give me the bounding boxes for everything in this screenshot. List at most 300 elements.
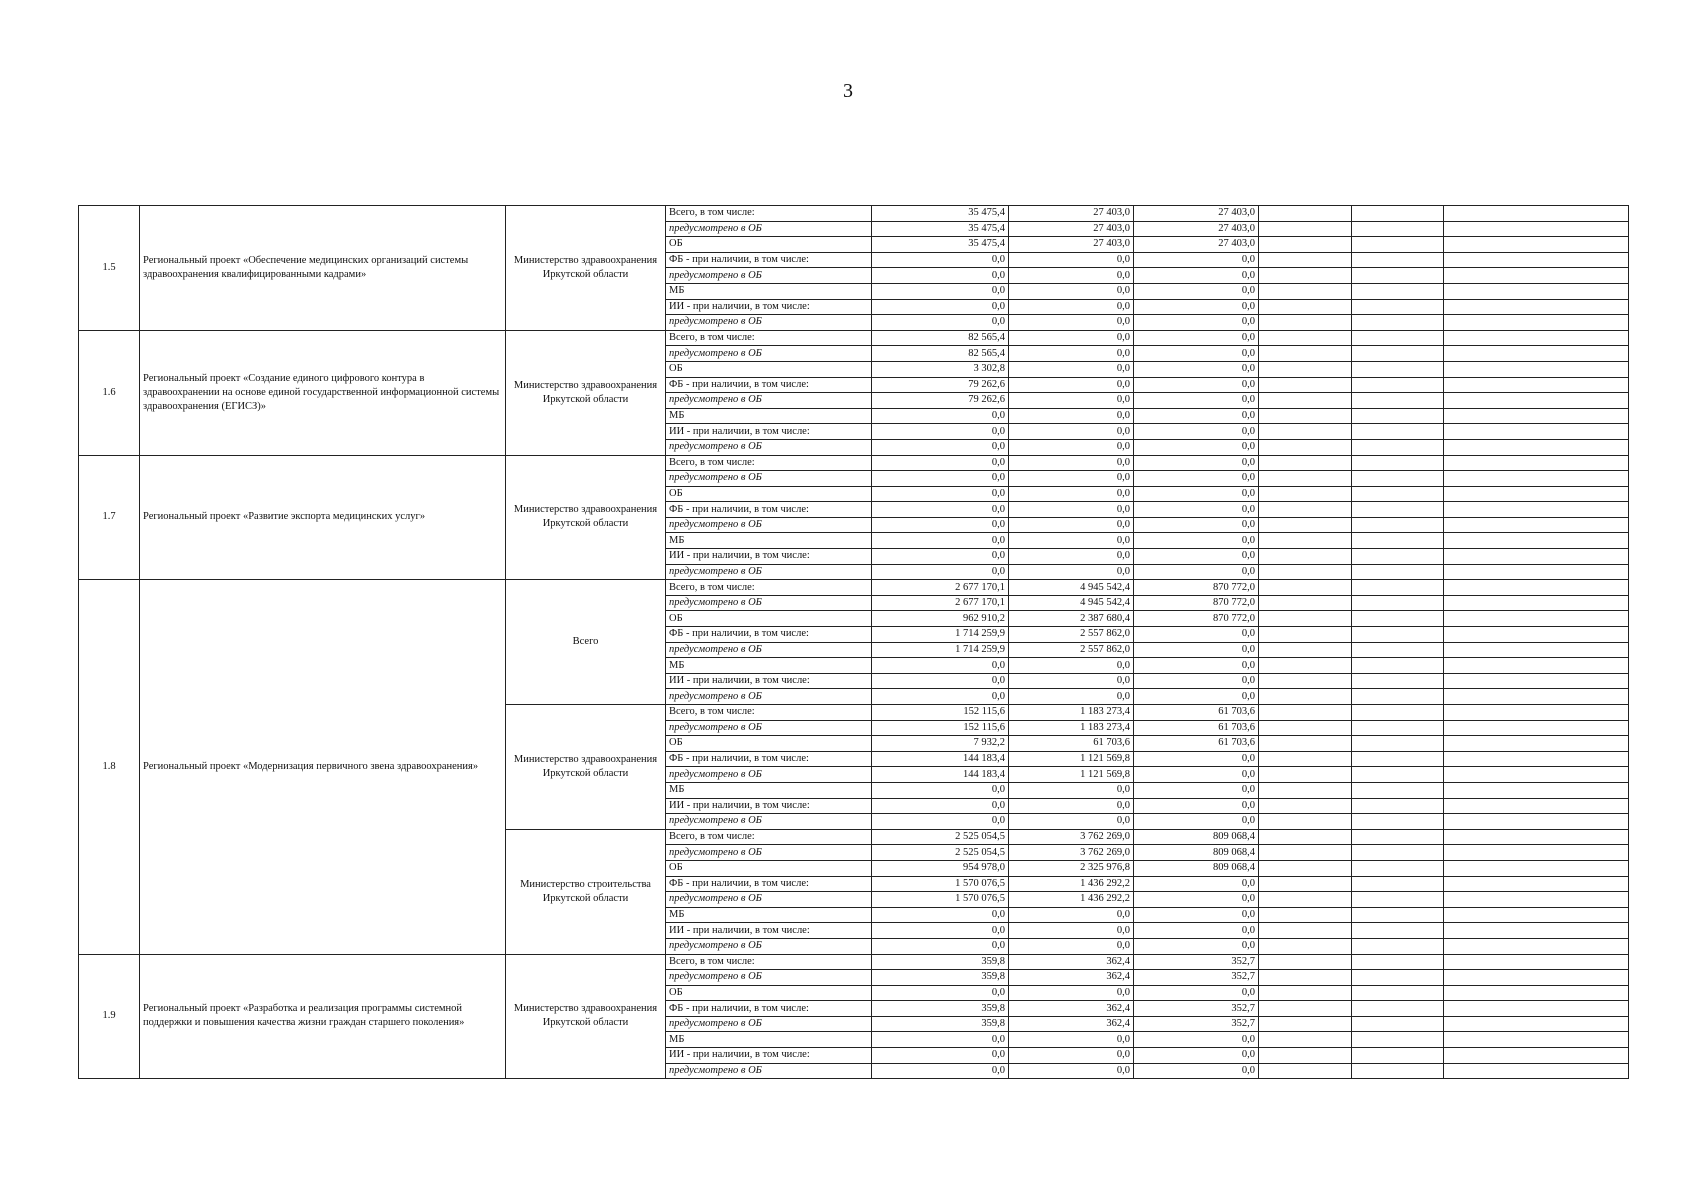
empty-cell [1259, 954, 1352, 970]
empty-cell [1444, 1001, 1629, 1017]
empty-cell [1259, 985, 1352, 1001]
funding-value-year-3: 0,0 [1134, 767, 1259, 783]
funding-value-year-3: 0,0 [1134, 923, 1259, 939]
empty-cell [1444, 361, 1629, 377]
empty-cell [1352, 767, 1444, 783]
table-row [79, 455, 1629, 471]
empty-cell [1444, 580, 1629, 596]
funding-value-year-1: 0,0 [872, 938, 1009, 954]
project-name: Региональный проект «Обеспечение медицинских организаций системы здравоохранения квалифицированными кадрами» [140, 206, 506, 331]
funding-value-year-2: 0,0 [1009, 798, 1134, 814]
funding-value-year-2: 4 945 542,4 [1009, 595, 1134, 611]
empty-cell [1444, 377, 1629, 393]
empty-cell [1259, 798, 1352, 814]
empty-cell [1352, 892, 1444, 908]
empty-cell [1259, 642, 1352, 658]
funding-value-year-1: 0,0 [872, 486, 1009, 502]
project-name: Региональный проект «Развитие экспорта медицинских услуг» [140, 455, 506, 580]
empty-cell [1259, 517, 1352, 533]
empty-cell [1352, 580, 1444, 596]
funding-value-year-3: 0,0 [1134, 408, 1259, 424]
funding-value-year-3: 0,0 [1134, 424, 1259, 440]
empty-cell [1352, 611, 1444, 627]
empty-cell [1259, 580, 1352, 596]
empty-cell [1259, 595, 1352, 611]
project-number: 1.6 [79, 330, 140, 455]
funding-value-year-2: 0,0 [1009, 346, 1134, 362]
empty-cell [1352, 424, 1444, 440]
funding-value-year-3: 0,0 [1134, 673, 1259, 689]
project-number: 1.8 [79, 580, 140, 954]
funding-value-year-3: 0,0 [1134, 471, 1259, 487]
funding-source-label: предусмотрено в ОБ [666, 1063, 872, 1079]
funding-value-year-1: 954 978,0 [872, 860, 1009, 876]
empty-cell [1444, 627, 1629, 643]
empty-cell [1259, 1001, 1352, 1017]
funding-value-year-1: 2 525 054,5 [872, 829, 1009, 845]
funding-source-label: ФБ - при наличии, в том числе: [666, 252, 872, 268]
funding-source-label: Всего, в том числе: [666, 330, 872, 346]
funding-source-label: предусмотрено в ОБ [666, 845, 872, 861]
funding-source-label: предусмотрено в ОБ [666, 393, 872, 409]
funding-source-label: предусмотрено в ОБ [666, 720, 872, 736]
funding-value-year-2: 0,0 [1009, 361, 1134, 377]
responsible-executor: Министерство здравоохранения Иркутской области [506, 330, 666, 455]
empty-cell [1444, 860, 1629, 876]
empty-cell [1259, 611, 1352, 627]
funding-value-year-2: 0,0 [1009, 471, 1134, 487]
empty-cell [1259, 1016, 1352, 1032]
funding-value-year-2: 0,0 [1009, 782, 1134, 798]
funding-source-label: предусмотрено в ОБ [666, 689, 872, 705]
empty-cell [1259, 533, 1352, 549]
funding-value-year-3: 61 703,6 [1134, 736, 1259, 752]
funding-source-label: Всего, в том числе: [666, 705, 872, 721]
empty-cell [1352, 283, 1444, 299]
empty-cell [1352, 736, 1444, 752]
empty-cell [1352, 860, 1444, 876]
empty-cell [1352, 408, 1444, 424]
funding-value-year-2: 0,0 [1009, 658, 1134, 674]
funding-source-label: предусмотрено в ОБ [666, 970, 872, 986]
empty-cell [1444, 720, 1629, 736]
project-name: Региональный проект «Создание единого цифрового контура в здравоохранении на основе единой государственной информационной системы здравоохранения (ЕГИСЗ)» [140, 330, 506, 455]
empty-cell [1352, 829, 1444, 845]
empty-cell [1444, 892, 1629, 908]
empty-cell [1444, 517, 1629, 533]
funding-value-year-3: 0,0 [1134, 985, 1259, 1001]
empty-cell [1444, 611, 1629, 627]
funding-value-year-1: 1 570 076,5 [872, 876, 1009, 892]
empty-cell [1352, 938, 1444, 954]
funding-value-year-2: 0,0 [1009, 502, 1134, 518]
funding-value-year-2: 0,0 [1009, 923, 1134, 939]
funding-source-label: Всего, в том числе: [666, 455, 872, 471]
empty-cell [1259, 471, 1352, 487]
funding-value-year-3: 0,0 [1134, 377, 1259, 393]
funding-source-label: предусмотрено в ОБ [666, 642, 872, 658]
funding-value-year-3: 0,0 [1134, 564, 1259, 580]
empty-cell [1352, 595, 1444, 611]
funding-source-label: ИИ - при наличии, в том числе: [666, 549, 872, 565]
funding-value-year-3: 61 703,6 [1134, 720, 1259, 736]
empty-cell [1444, 268, 1629, 284]
empty-cell [1259, 1032, 1352, 1048]
table-row [79, 330, 1629, 346]
funding-value-year-2: 0,0 [1009, 985, 1134, 1001]
funding-value-year-2: 1 436 292,2 [1009, 876, 1134, 892]
empty-cell [1352, 206, 1444, 222]
funding-value-year-3: 0,0 [1134, 330, 1259, 346]
funding-value-year-1: 0,0 [872, 268, 1009, 284]
funding-value-year-3: 0,0 [1134, 252, 1259, 268]
empty-cell [1259, 408, 1352, 424]
empty-cell [1259, 268, 1352, 284]
funding-value-year-2: 0,0 [1009, 564, 1134, 580]
funding-value-year-2: 61 703,6 [1009, 736, 1134, 752]
empty-cell [1352, 393, 1444, 409]
funding-value-year-2: 0,0 [1009, 689, 1134, 705]
empty-cell [1352, 299, 1444, 315]
funding-value-year-1: 0,0 [872, 471, 1009, 487]
table-row [79, 954, 1629, 970]
empty-cell [1352, 751, 1444, 767]
empty-cell [1259, 673, 1352, 689]
funding-value-year-1: 359,8 [872, 1016, 1009, 1032]
responsible-executor: Всего [506, 580, 666, 705]
funding-source-label: МБ [666, 782, 872, 798]
funding-value-year-1: 1 714 259,9 [872, 627, 1009, 643]
empty-cell [1259, 782, 1352, 798]
funding-value-year-1: 0,0 [872, 252, 1009, 268]
funding-value-year-3: 0,0 [1134, 502, 1259, 518]
funding-value-year-3: 0,0 [1134, 517, 1259, 533]
funding-source-label: предусмотрено в ОБ [666, 268, 872, 284]
funding-value-year-1: 0,0 [872, 798, 1009, 814]
funding-value-year-3: 0,0 [1134, 361, 1259, 377]
empty-cell [1444, 330, 1629, 346]
funding-value-year-1: 82 565,4 [872, 330, 1009, 346]
empty-cell [1352, 705, 1444, 721]
funding-source-label: Всего, в том числе: [666, 206, 872, 222]
funding-value-year-1: 0,0 [872, 549, 1009, 565]
empty-cell [1444, 970, 1629, 986]
funding-value-year-2: 1 121 569,8 [1009, 767, 1134, 783]
empty-cell [1352, 782, 1444, 798]
funding-value-year-3: 870 772,0 [1134, 580, 1259, 596]
empty-cell [1259, 751, 1352, 767]
empty-cell [1444, 408, 1629, 424]
funding-value-year-3: 0,0 [1134, 876, 1259, 892]
funding-source-label: предусмотрено в ОБ [666, 814, 872, 830]
empty-cell [1352, 954, 1444, 970]
funding-value-year-1: 0,0 [872, 533, 1009, 549]
funding-value-year-2: 1 183 273,4 [1009, 705, 1134, 721]
funding-value-year-1: 0,0 [872, 315, 1009, 331]
funding-value-year-2: 3 762 269,0 [1009, 845, 1134, 861]
funding-value-year-1: 0,0 [872, 814, 1009, 830]
empty-cell [1444, 736, 1629, 752]
funding-value-year-2: 0,0 [1009, 408, 1134, 424]
empty-cell [1352, 1016, 1444, 1032]
funding-value-year-3: 27 403,0 [1134, 206, 1259, 222]
empty-cell [1444, 798, 1629, 814]
funding-value-year-2: 0,0 [1009, 549, 1134, 565]
funding-value-year-1: 0,0 [872, 985, 1009, 1001]
funding-value-year-2: 27 403,0 [1009, 237, 1134, 253]
funding-source-label: МБ [666, 408, 872, 424]
empty-cell [1259, 720, 1352, 736]
funding-value-year-2: 1 436 292,2 [1009, 892, 1134, 908]
funding-value-year-3: 0,0 [1134, 1032, 1259, 1048]
empty-cell [1259, 876, 1352, 892]
funding-value-year-1: 79 262,6 [872, 393, 1009, 409]
project-number: 1.5 [79, 206, 140, 331]
funding-value-year-1: 0,0 [872, 658, 1009, 674]
empty-cell [1444, 221, 1629, 237]
funding-value-year-2: 0,0 [1009, 1063, 1134, 1079]
project-number: 1.9 [79, 954, 140, 1079]
funding-value-year-3: 0,0 [1134, 455, 1259, 471]
responsible-executor: Министерство здравоохранения Иркутской области [506, 705, 666, 830]
funding-value-year-1: 359,8 [872, 954, 1009, 970]
funding-value-year-1: 0,0 [872, 782, 1009, 798]
funding-value-year-1: 0,0 [872, 502, 1009, 518]
funding-source-label: ИИ - при наличии, в том числе: [666, 798, 872, 814]
empty-cell [1259, 486, 1352, 502]
funding-value-year-1: 0,0 [872, 1048, 1009, 1064]
empty-cell [1352, 907, 1444, 923]
empty-cell [1444, 1063, 1629, 1079]
funding-value-year-3: 0,0 [1134, 1063, 1259, 1079]
funding-value-year-2: 362,4 [1009, 1001, 1134, 1017]
funding-source-label: предусмотрено в ОБ [666, 346, 872, 362]
funding-value-year-3: 809 068,4 [1134, 829, 1259, 845]
funding-value-year-3: 0,0 [1134, 1048, 1259, 1064]
empty-cell [1259, 627, 1352, 643]
empty-cell [1444, 876, 1629, 892]
empty-cell [1352, 658, 1444, 674]
responsible-executor: Министерство здравоохранения Иркутской области [506, 455, 666, 580]
empty-cell [1352, 689, 1444, 705]
funding-value-year-3: 0,0 [1134, 549, 1259, 565]
empty-cell [1444, 439, 1629, 455]
funding-value-year-1: 35 475,4 [872, 206, 1009, 222]
funding-value-year-2: 0,0 [1009, 533, 1134, 549]
funding-source-label: ОБ [666, 860, 872, 876]
empty-cell [1259, 970, 1352, 986]
funding-source-label: МБ [666, 658, 872, 674]
empty-cell [1352, 439, 1444, 455]
empty-cell [1259, 658, 1352, 674]
funding-value-year-2: 0,0 [1009, 673, 1134, 689]
funding-source-label: Всего, в том числе: [666, 829, 872, 845]
page-number: 3 [843, 80, 853, 102]
empty-cell [1352, 642, 1444, 658]
funding-value-year-2: 0,0 [1009, 1032, 1134, 1048]
funding-source-label: ОБ [666, 361, 872, 377]
empty-cell [1259, 330, 1352, 346]
empty-cell [1352, 533, 1444, 549]
funding-source-label: ФБ - при наличии, в том числе: [666, 377, 872, 393]
empty-cell [1444, 1032, 1629, 1048]
empty-cell [1259, 346, 1352, 362]
empty-cell [1259, 315, 1352, 331]
funding-source-label: ФБ - при наличии, в том числе: [666, 1001, 872, 1017]
empty-cell [1444, 206, 1629, 222]
empty-cell [1259, 502, 1352, 518]
empty-cell [1444, 985, 1629, 1001]
empty-cell [1259, 1063, 1352, 1079]
funding-source-label: ФБ - при наличии, в том числе: [666, 502, 872, 518]
project-name: Региональный проект «Модернизация первичного звена здравоохранения» [140, 580, 506, 954]
empty-cell [1259, 377, 1352, 393]
funding-value-year-1: 0,0 [872, 564, 1009, 580]
empty-cell [1259, 845, 1352, 861]
empty-cell [1352, 720, 1444, 736]
funding-value-year-3: 0,0 [1134, 892, 1259, 908]
funding-value-year-2: 0,0 [1009, 315, 1134, 331]
empty-cell [1352, 970, 1444, 986]
empty-cell [1352, 471, 1444, 487]
empty-cell [1444, 829, 1629, 845]
funding-value-year-2: 0,0 [1009, 299, 1134, 315]
empty-cell [1259, 221, 1352, 237]
empty-cell [1352, 502, 1444, 518]
funding-value-year-2: 362,4 [1009, 1016, 1134, 1032]
funding-value-year-1: 0,0 [872, 673, 1009, 689]
empty-cell [1444, 923, 1629, 939]
funding-source-label: МБ [666, 533, 872, 549]
funding-source-label: МБ [666, 1032, 872, 1048]
funding-value-year-1: 0,0 [872, 455, 1009, 471]
empty-cell [1259, 549, 1352, 565]
funding-source-label: предусмотрено в ОБ [666, 471, 872, 487]
empty-cell [1259, 814, 1352, 830]
empty-cell [1444, 315, 1629, 331]
empty-cell [1444, 252, 1629, 268]
empty-cell [1444, 1016, 1629, 1032]
funding-source-label: ОБ [666, 486, 872, 502]
funding-source-label: ФБ - при наличии, в том числе: [666, 627, 872, 643]
funding-value-year-2: 0,0 [1009, 377, 1134, 393]
funding-source-label: ИИ - при наличии, в том числе: [666, 1048, 872, 1064]
funding-value-year-1: 0,0 [872, 689, 1009, 705]
funding-value-year-1: 0,0 [872, 923, 1009, 939]
empty-cell [1444, 938, 1629, 954]
funding-source-label: ОБ [666, 985, 872, 1001]
funding-value-year-1: 82 565,4 [872, 346, 1009, 362]
empty-cell [1444, 471, 1629, 487]
funding-source-label: ИИ - при наличии, в том числе: [666, 923, 872, 939]
empty-cell [1352, 798, 1444, 814]
empty-cell [1444, 424, 1629, 440]
empty-cell [1259, 705, 1352, 721]
empty-cell [1352, 1048, 1444, 1064]
empty-cell [1259, 424, 1352, 440]
funding-value-year-3: 352,7 [1134, 1016, 1259, 1032]
funding-value-year-3: 0,0 [1134, 642, 1259, 658]
funding-value-year-1: 0,0 [872, 283, 1009, 299]
empty-cell [1444, 767, 1629, 783]
funding-value-year-3: 61 703,6 [1134, 705, 1259, 721]
table-row [79, 206, 1629, 222]
empty-cell [1352, 814, 1444, 830]
funding-source-label: ФБ - при наличии, в том числе: [666, 876, 872, 892]
funding-source-label: предусмотрено в ОБ [666, 517, 872, 533]
funding-value-year-2: 0,0 [1009, 455, 1134, 471]
funding-value-year-2: 0,0 [1009, 283, 1134, 299]
empty-cell [1352, 346, 1444, 362]
empty-cell [1444, 346, 1629, 362]
funding-value-year-3: 352,7 [1134, 970, 1259, 986]
funding-value-year-3: 0,0 [1134, 938, 1259, 954]
empty-cell [1352, 315, 1444, 331]
funding-value-year-2: 3 762 269,0 [1009, 829, 1134, 845]
funding-source-label: ИИ - при наличии, в том числе: [666, 673, 872, 689]
funding-value-year-1: 0,0 [872, 299, 1009, 315]
empty-cell [1259, 393, 1352, 409]
funding-value-year-1: 7 932,2 [872, 736, 1009, 752]
empty-cell [1352, 985, 1444, 1001]
funding-value-year-1: 0,0 [872, 1063, 1009, 1079]
funding-source-label: ОБ [666, 736, 872, 752]
empty-cell [1259, 252, 1352, 268]
empty-cell [1444, 564, 1629, 580]
empty-cell [1352, 237, 1444, 253]
funding-value-year-2: 0,0 [1009, 938, 1134, 954]
empty-cell [1259, 1048, 1352, 1064]
funding-value-year-1: 0,0 [872, 1032, 1009, 1048]
empty-cell [1444, 533, 1629, 549]
empty-cell [1259, 907, 1352, 923]
empty-cell [1259, 206, 1352, 222]
empty-cell [1444, 549, 1629, 565]
funding-source-label: ИИ - при наличии, в том числе: [666, 424, 872, 440]
funding-value-year-2: 0,0 [1009, 1048, 1134, 1064]
funding-value-year-1: 359,8 [872, 970, 1009, 986]
empty-cell [1352, 330, 1444, 346]
funding-value-year-2: 1 121 569,8 [1009, 751, 1134, 767]
funding-value-year-2: 27 403,0 [1009, 206, 1134, 222]
empty-cell [1444, 954, 1629, 970]
funding-value-year-1: 2 525 054,5 [872, 845, 1009, 861]
empty-cell [1444, 814, 1629, 830]
funding-value-year-1: 0,0 [872, 408, 1009, 424]
funding-value-year-2: 0,0 [1009, 486, 1134, 502]
funding-value-year-1: 0,0 [872, 439, 1009, 455]
funding-value-year-3: 0,0 [1134, 315, 1259, 331]
funding-source-label: МБ [666, 283, 872, 299]
funding-value-year-2: 0,0 [1009, 814, 1134, 830]
empty-cell [1259, 564, 1352, 580]
empty-cell [1352, 455, 1444, 471]
empty-cell [1352, 486, 1444, 502]
project-number: 1.7 [79, 455, 140, 580]
funding-value-year-3: 870 772,0 [1134, 595, 1259, 611]
empty-cell [1444, 658, 1629, 674]
funding-value-year-3: 0,0 [1134, 346, 1259, 362]
empty-cell [1352, 876, 1444, 892]
funding-source-label: ИИ - при наличии, в том числе: [666, 299, 872, 315]
empty-cell [1259, 237, 1352, 253]
funding-value-year-3: 0,0 [1134, 299, 1259, 315]
empty-cell [1352, 517, 1444, 533]
empty-cell [1444, 237, 1629, 253]
empty-cell [1444, 595, 1629, 611]
funding-value-year-1: 144 183,4 [872, 767, 1009, 783]
funding-value-year-3: 352,7 [1134, 954, 1259, 970]
